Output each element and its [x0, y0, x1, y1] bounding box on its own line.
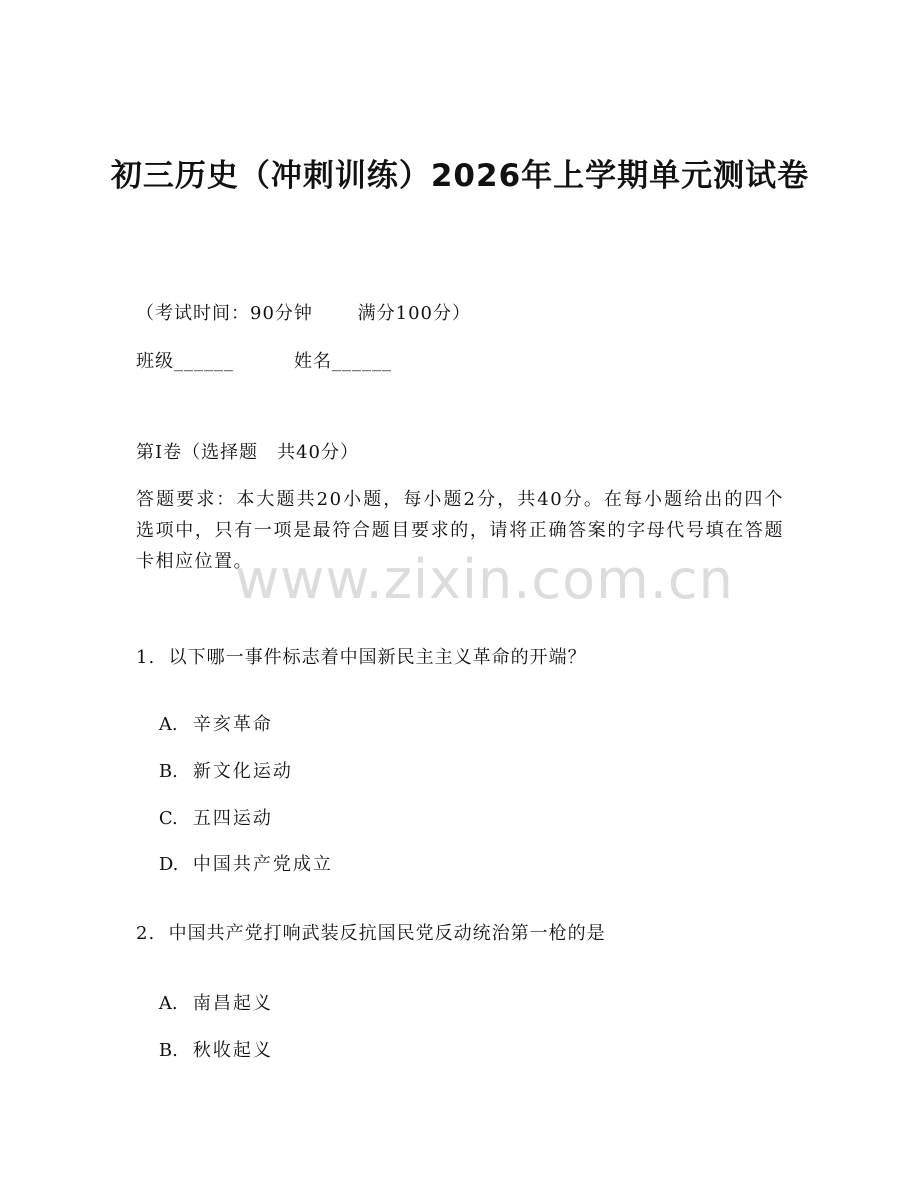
watermark: www.zixin.com.cn: [235, 548, 734, 611]
answer-option: [136, 1015, 273, 1087]
option-label: B.: [158, 1040, 178, 1061]
instructions: 答题要求：本大题共20小题，每小题2分，共40分。在每小题给出的四个选项中，只有一项是最符合题目要求的，请将正确答案的字母代号填在答题卡相应位置。: [136, 489, 784, 572]
section-title: 第Ⅰ卷（选择题 共40分）: [136, 442, 360, 463]
page-title: 初三历史（冲刺训练）2026年上学期单元测试卷: [110, 158, 810, 194]
class-label: 班级______: [136, 351, 234, 372]
option-label: B.: [158, 761, 178, 782]
question-stem: 2. 中国共产党打响武装反抗国民党反动统治第一枪的是: [136, 923, 606, 944]
exam-info: （考试时间：90分钟 满分100分）: [136, 303, 471, 324]
option-text: 辛亥革命: [192, 714, 273, 735]
name-label: 姓名______: [294, 351, 392, 372]
option-label: C.: [158, 808, 178, 829]
option-text: 新文化运动: [192, 761, 293, 782]
question-stem: 1. 以下哪一事件标志着中国新民主主义革命的开端？: [136, 647, 587, 668]
option-label: D.: [158, 854, 179, 875]
option-label: A.: [158, 714, 178, 735]
option-text: 南昌起义: [192, 993, 273, 1014]
answer-option: [136, 829, 333, 901]
option-text: 五四运动: [192, 808, 273, 829]
option-text: 中国共产党成立: [192, 854, 333, 875]
option-text: 秋收起义: [192, 1040, 273, 1061]
option-label: A.: [158, 993, 178, 1014]
